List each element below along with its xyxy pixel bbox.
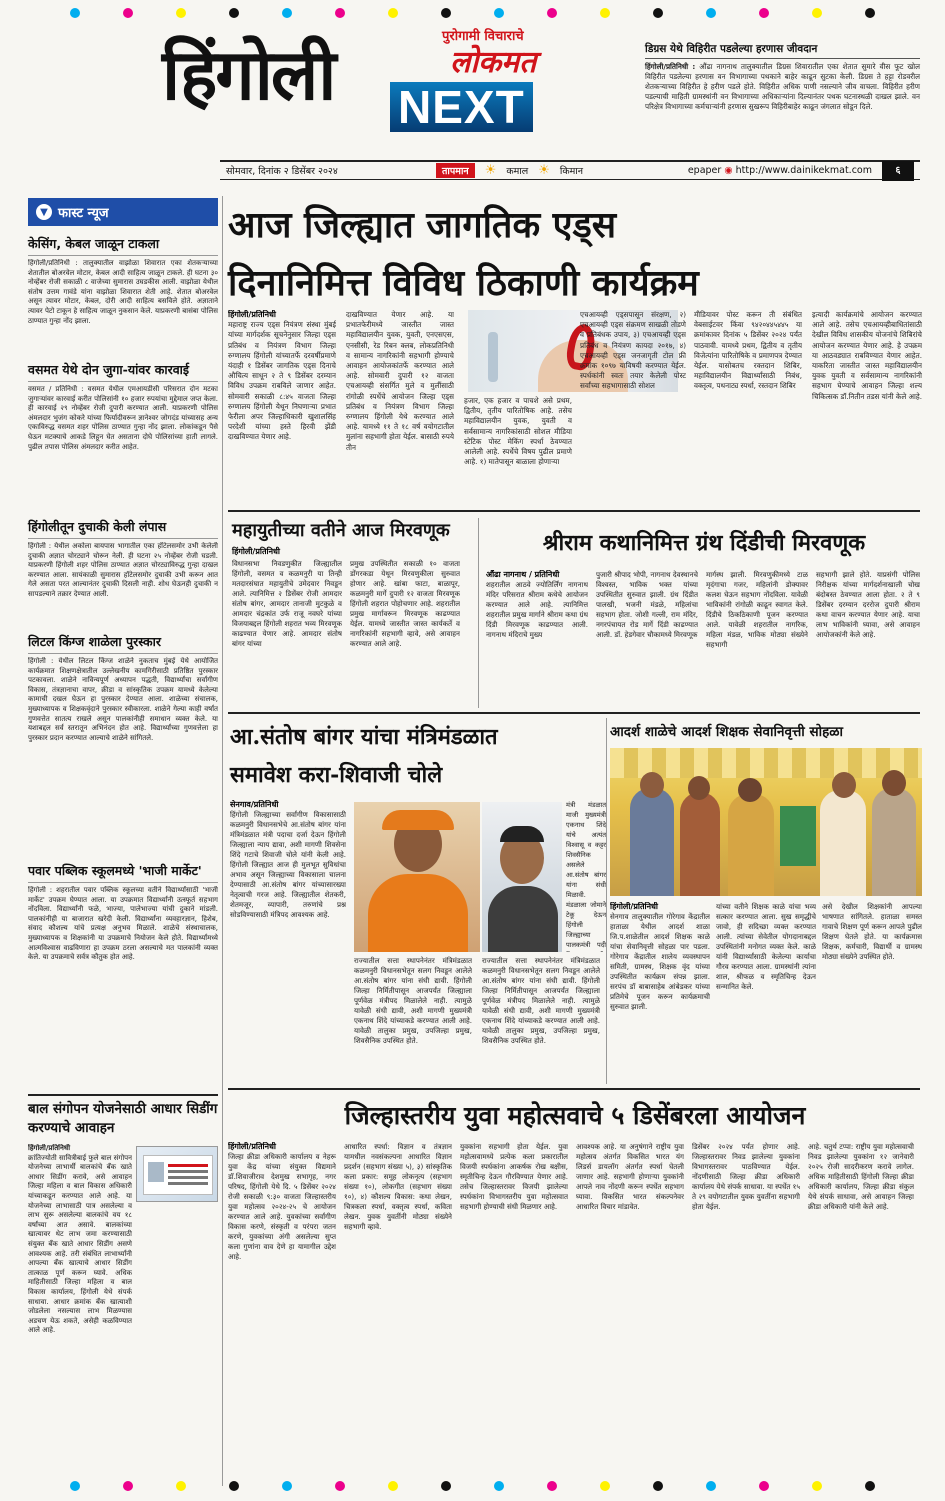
shriram-story <box>486 518 922 704</box>
shriram-headline: श्रीराम कथानिमित्त ग्रंथ दिंडीची मिरवणूक <box>542 530 866 556</box>
fast-news-body: हिंगोली : शहरातील पवार पब्लिक स्कूलच्या वतीने विद्यार्थ्यांसाठी 'भाजी मार्केट' उपक्रम घेण्यात आला. या उपक्रमात विद्यार्थ्यांनी उत्स्फूर्त सहभाग नोंदविला. विद्यार्थ्यांनी फळे, भाज्या, पालेभाज्या यांची दुकाने मांडली. पालकांनीही या बाजारात खरेदी केली. विद्यार्थ्यांना व्यवहारज्ञान, हिशेब, संवाद कौशल्य यांचे प्रत्यक्ष अनुभव मिळाले. शाळेचे संस्थाचालक, मुख्याध्यापक व शिक्षकांनी या उपक्रमाचे नियोजन केले होते. विद्यार्थ्यांमध्ये आत्मविश्वास वाढविणारा हा उपक्रम ठरला असल्याचे मत पालकांनी व्यक्त केले. या उपक्रमाचे सर्वत्र कौतुक होत आहे. <box>28 886 218 962</box>
section-divider <box>228 1088 920 1090</box>
date-bar <box>220 160 920 180</box>
yuva-column: युवकांना सहभागी होता येईल. युवा महोत्सवामध्ये प्रत्येक कला प्रकारातील विजयी स्पर्धकांना आकर्षक रोख बक्षीस, स्मृतीचिन्ह देऊन गौरविण्यात येणार आहे. तसेच जिल्हास्तरावर विजयी झालेल्या स्पर्धकांना विभागस्तरीय युवा महोत्सवात सहभागी होण्याची संधी मिळणार आहे. <box>460 1142 568 1211</box>
max-temp-label: कमाल <box>506 166 529 177</box>
yuva-column: आहे. चतुर्थ टप्पा: राष्ट्रीय युवा महोत्सवाची निवड झालेल्या युवकांना १२ जानेवारी २०२५ रोजी सादरीकरण करावे लागेल. अधिक माहितीसाठी हिंगोली जिल्हा क्रीडा अधिकारी कार्यालय, जिल्हा क्रीडा संकुल येथे संपर्क साधावा, असे आवाहन जिल्हा क्रीडा अधिकारी यांनी केले आहे. <box>808 1142 914 1211</box>
portrait-photo-santosh-bangar <box>354 802 480 952</box>
fast-news-item <box>28 358 218 509</box>
fast-news-header <box>28 198 218 226</box>
top-news-body: हिंगोली/प्रतिनिधी : औंढा नागनाथ तालुक्यातील डिग्रस शिवारातील एका शेतात सुमारे वीस फूट खोल विहिरीत पडलेल्या हरणास वन विभागाच्या पथकाने बाहेर काढून सुटका केली. डिग्रस ते हट्टा रोडवरील शेतकऱ्याच्या विहिरीत हे हरीण पडले होते. विहिरीत अधिक पाणी नसल्याने जीव वाचला. विहिरीत हरीण पडल्याची माहिती ग्रामस्थांनी वन विभागाच्या अधिकाऱ्यांना दिल्यानंतर पथक घटनास्थळी दाखल झाले. वन परिक्षेत्र विभागाच्या कर्मचाऱ्यांनी हरणास सुखरूप विहिरीबाहेर काढून जंगलात सोडून दिले. <box>645 62 921 111</box>
fast-news-body: वसमत / प्रतिनिधी : वसमत येथील एमआयडीसी परिसरात दोन मटका जुगाऱ्यांवर कारवाई करीत पोलिसांनी १० हजार रुपयांचा मुद्देमाल जप्त केला. ही कारवाई २९ नोव्हेंबर रोजी दुपारी करण्यात आली. याप्रकरणी पोलिस अंमलदार भुजंग कोकरे यांच्या फिर्यादीवरून ज्ञानेश्वर जोगदंड यांच्यासह अन्य एकाविरुद्ध वसमत शहर पोलिस ठाण्यात गुन्हा नोंद झाला. लोकांकडून पैसे घेऊन मटक्याचे आकडे लिहून घेत असताना दोघे पोलिसांच्या हाती लागले. पुढील तपास पोलिस अंमलदार करीत आहेत. <box>28 385 218 451</box>
lead-column: मीडियावर पोस्ट करून ती संबंधित वेबसाईटवर किंवा ९४२०४४५४४५ या क्रमांकावर दिनांक ५ डिसेंबर २०२४ पर्यंत पाठवावी. यामध्ये प्रथम, द्वितीय व तृतीय विजेत्यांना पारितोषिके व प्रमाणपत्र देण्यात येईल. यासोबतच रक्तदान शिबिर, महाविद्यालयीन विद्यार्थ्यांसाठी निबंध, वक्तृत्व, पथनाट्य स्पर्धा, रस्तदान शिबिर <box>694 310 802 391</box>
lead-headline <box>228 196 923 312</box>
masthead-tagline: पुरोगामी विचाराचे <box>442 29 524 44</box>
bangar-column: राज्यातील सत्ता स्थापनेनंतर मंत्रिमंडळात कळमनुरी विधानसभेतून सलग निवडून आलेले आ.संतोष बांगर यांना संधी द्यावी. हिंगोली जिल्हा निर्मितीपासून आजपर्यंत जिल्ह्याला पूर्णवेळ मंत्रीपद मिळालेले नाही. त्यामुळे यावेळी संधी द्यावी, अशी मागणी मुख्यमंत्री एकनाथ शिंदे यांच्याकडे करण्यात आली आहे. यावेळी तालुका प्रमुख, उपजिल्हा प्रमुख, शिवसैनिक उपस्थित होते. <box>354 956 472 1045</box>
bal-sangopan-body: हिंगोली/प्रतिनिधी क्रांतिज्योती सावित्रीबाई फुले बाल संगोपन योजनेच्या लाभार्थी बालकांचे बँक खाते आधार सिडींग करावे, असे आवाहन जिल्हा महिला व बाल विकास अधिकारी यांच्याकडून करण्यात आले आहे. या योजनेच्या लाभासाठी पात्र असलेल्या व लाभ सुरू असलेल्या बालकांचे वय १८ वर्षांच्या आत असावे. बालकांच्या खात्यावर थेट लाभ जमा करण्यासाठी संयुक्त बँक खाते आधार सिडींग असणे आवश्यक आहे. तरी संबंधित लाभार्थ्यांनी आपल्या बँक खात्याचे आधार सिडींग तात्काळ पूर्ण करून घ्यावे. अधिक माहितीसाठी जिल्हा महिला व बाल विकास कार्यालय, हिंगोली येथे संपर्क साधावा. आधार क्रमांक बँक खात्याशी जोडलेला नसल्यास लाभ मिळण्यास अडचण येऊ शकते, असेही कळविण्यात आले आहे. <box>28 1144 132 1335</box>
print-registration-marks-top <box>70 8 875 18</box>
adarsh-column: हिंगोली/प्रतिनिधी सेनगाव तालुक्यातील गोरेगाव केंद्रातील हाताळा येथील आदर्श शाळा जि.प.शाळेतील आदर्श शिक्षक काळे यांचा सेवानिवृत्ती सोहळा पार पडला. गोरेगाव केंद्रातील शालेय व्यवस्थापन समिती, ग्रामस्थ, शिक्षक वृंद यांच्या उपस्थितीत कार्यक्रम संपन्न झाला. सरपंच डॉ बाबासाहेब आंबेडकर यांच्या प्रतिमेचे पूजन करून कार्यक्रमाची सुरुवात झाली. <box>610 902 710 1011</box>
bangar-column: सेनगाव/प्रतिनिधी हिंगोली जिल्ह्याच्या सर्वांगीण विकासासाठी कळमनुरी विधानसभेचे आ.संतोष बांगर यांना मंत्रिमंडळात मंत्री पदाचा दर्जा देऊन हिंगोली जिल्ह्याला न्याय द्यावा, अशी मागणी शिवसेना शिंदे गटाचे शिवाजी चोले यांनी केली आहे. हिंगोली जिल्ह्यात आज ही मुलभूत सुविधांचा अभाव असून जिल्ह्याच्या विकासाला चालना देण्यासाठी आ.संतोष बांगर यांच्यासारख्या नेतृत्वाची गरज आहे. जिल्ह्यातील शेतकरी, शेतमजूर, व्यापारी, तरुणांचे प्रश्न सोडविण्यासाठी मंत्रिपद आवश्यक आहे. <box>230 800 346 919</box>
yuva-mahotsav-story <box>228 1094 922 1484</box>
globe-icon: ◉ <box>724 165 733 176</box>
mahayuti-column: प्रमुख उपस्थितीत सकाळी १० वाजता डोंगरकडा येथून मिरवणुकीला सुरुवात होणार आहे. खांबा फाटा, बाळापूर, कळमनुरी मार्गे दुपारी १२ वाजता मिरवणूक हिंगोली शहरात पोहोचणार आहे. शहरातील प्रमुख मार्गावरून मिरवणूक काढण्यात येईल. यामध्ये जास्तीत जास्त कार्यकर्ते व नागरिकांनी सहभागी व्हावे, असे आवाहन करण्यात आले आहे. <box>350 559 460 648</box>
fast-news-title: पवार पब्लिक स्कूलमध्ये 'भाजी मार्केट' <box>28 859 218 883</box>
lead-column: हजार, एक हजार व पाचशे असे प्रथम, द्वितीय, तृतीय पारितोषिक आहे. तसेच महाविद्यालयीन युवक, युवती व सर्वसामान्य नागरिकांसाठी सोशल मीडिया स्टेटिक पोस्ट मेकिंग स्पर्धा ठेवण्यात आलेली आहे. स्पर्धेचे विषय पुढील प्रमाणे आहे. १) मातेपासून बाळाला होणाऱ्या <box>464 396 572 467</box>
column-divider <box>478 518 479 708</box>
column-divider <box>606 718 607 1084</box>
bangar-story <box>230 718 605 1080</box>
print-registration-marks-bottom <box>70 1481 875 1491</box>
fast-news-label: फास्ट न्यूज <box>58 206 109 221</box>
shriram-column: पुजारी श्रीपाद भोपी, नागनाथ देवस्थानचे विश्वस्त, भाविक भक्त यांच्या उपस्थितीत सुरुवात झाली. ग्रंथ दिंडीत पालखी, भजनी मंडळे, महिलांचा सहभाग होता. जोशी गल्ली, राम मंदिर, नगरपंचायत रोड मार्गे दिंडी काढण्यात आली. डॉ. हेडगेवार चौकामध्ये मिरवणूक <box>596 570 698 639</box>
fast-news-title: वसमत येथे दोन जुगा-यांवर कारवाई <box>28 358 218 382</box>
adarsh-column: असे देखील शिक्षकांनी आपल्या भाषणात सांगितले. हाताळा समस्त गावाचे शिक्षण पूर्ण करून आपले पुढील शिक्षण घेतले होते. या कार्यक्रमास शिक्षक, कर्मचारी, विद्यार्थी व ग्रामस्थ मोठ्या संख्येने उपस्थित होते. <box>822 902 922 961</box>
shriram-column: सहभागी झाले होते. याप्रसंगी पोलिस निरीक्षक यांच्या मार्गदर्शनाखाली चोख बंदोबस्त ठेवण्यात आला होता. २ ते ९ डिसेंबर दरम्यान दररोज दुपारी श्रीराम कथा वाचन करण्यात येणार आहे. याचा लाभ भाविकांनी घ्यावा, असे आवाहन आयोजकांनी केले आहे. <box>816 570 920 639</box>
lead-column: हिंगोली/प्रतिनिधी महाराष्ट्र राज्य एड्स नियंत्रण संस्था मुंबई यांच्या मार्गदर्शक सूचनेनुसार जिल्हा एड्स प्रतिबंध व नियंत्रण विभाग जिल्हा रुग्णालय हिंगोली यांच्यातर्फे दरवर्षीप्रमाणे यंदाही १ डिसेंबर जागतिक एड्स दिनाचे औचित्य साधून २ ते ९ डिसेंबर दरम्यान विविध उपक्रम राबविले जाणार आहेत. सोमवारी सकाळी ८:४५ वाजता जिल्हा रुग्णालय हिंगोली येथून निघणार्‍या प्रभात फेरीला अपर जिल्हाधिकारी खुशालसिंह परदेशी यांच्या हस्ते हिरवी झेंडी दाखविण्यात येणार आहे. <box>228 310 336 442</box>
page-number: ६ <box>882 161 914 181</box>
lead-column: दाखविण्यात येणार आहे. या प्रभातफेरीमध्ये जास्तीत जास्त महाविद्यालयीन युवक, युवती, एनएसएस, एनसीसी, रेड रिबन क्लब, लोकप्रतिनिधी व सामान्य नागरिकांनी सहभागी होण्याचे आवाहन आयोजकांतर्फे करण्यात आले आहे. सोमवारी दुपारी १२ वाजता एचआयव्ही संसर्गित मुले व मुलींसाठी रांगोळी स्पर्धेचे आयोजन जिल्हा एड्स प्रतिबंध व नियंत्रण विभाग जिल्हा रुग्णालय हिंगोली येथे करण्यात आले आहे. यामध्ये ११ ते १८ वर्ष वयोगटातील मुलांना सहभागी होता येईल. बासाठी रुपये तीन <box>346 310 454 452</box>
mahayuti-story <box>232 518 472 693</box>
mahayuti-column: विधानसभा निवडणुकीत जिल्ह्यातील हिंगोली, वसमत व कळमनुरी या तिन्ही मतदारसंघात महायुतीचे उमेदवार निवडून आले. त्यानिमित्त २ डिसेंबर रोजी आमदार संतोष बांगर, आमदार तानाजी मुटकुळे व आमदार चंद्रकांत उर्फ राजू नवघरे यांच्या विजयाबद्दल हिंगोली शहरात भव्य मिरवणूक काढण्यात येणार आहे. आमदार संतोष बांगर यांच्या <box>232 559 342 648</box>
fast-news-title: केसिंग, केबल जाळून टाकला <box>28 232 218 256</box>
bal-sangopan-story <box>28 1144 218 1444</box>
chevron-down-icon: ▼ <box>36 204 52 220</box>
top-news-box <box>645 42 920 150</box>
masthead-paper-name: लोकमत <box>450 45 537 80</box>
top-news-title: डिग्रस येथे विहिरीत पडलेल्या हरणास जीवदान <box>645 42 920 59</box>
sun-icon: ☀ <box>538 163 550 178</box>
fast-news-item <box>28 232 218 352</box>
bal-sangopan-headline: बाल संगोपन योजनेसाठी आधार सिडींग करण्याचे आवाहन <box>28 1094 218 1138</box>
left-column-fast-news <box>28 198 218 1488</box>
mahayuti-headline: महायुतीच्या वतीने आज मिरवणूक <box>232 520 450 541</box>
temperature-label: तापमान <box>436 163 475 178</box>
epaper-label: epaper ◉ http://www.dainikekmat.com <box>687 165 872 176</box>
issue-date: सोमवार, दिनांक २ डिसेंबर २०२४ <box>226 166 338 177</box>
bangar-column: मंत्री मंडळात माजी मुख्यमंत्री एकनाथ शिंदे यांचे अत्यंत विश्वासू व कट्टर शिवसैनिक असलेले आ.संतोष बांगर यांना संधी मिळावी. मंडळाला जोमाने टेकू देऊन हिंगोली जिल्ह्याच्या पालकमंत्री पदी <box>566 801 606 949</box>
column-divider <box>222 196 223 1486</box>
fast-news-item <box>28 859 218 1086</box>
fast-news-body: हिंगोली/प्रतिनिधी : तालुक्यातील वाझोळा शिवारात एका शेतकऱ्याच्या शेतातील बोअरवेल मोटार, केबल आदी साहित्य जाळून टाकले. ही घटना ३० नोव्हेंबर रोजी सकाळी ८ वाजेच्या सुमारास उघडकीस आली. वाझोळा येथील संतोष उत्तम गावंडे यांना वाझोळा शिवारात शेती आहे. शेतात बोअरवेल असून त्यावर मोटार, केबल, दोरी आदी साहित्य बसविले होते. अज्ञाताने त्यावर पेटो टाकून हे साहित्य जाळून नुकसान केले. याप्रकरणी बासंबा पोलिस ठाण्यात गुन्हा नोंद झाला. <box>28 259 218 325</box>
yuva-column: आवश्यक आहे. या अनुषंगाने राष्ट्रीय युवा महोत्सव अंतर्गत विकसित भारत यंग लिडर्स डायलॉग अंतर्गत स्पर्धा घेतली जाणार आहे. सहभागी होणाऱ्या युवकांनी आपले नाव नोंदणी करून स्पर्धेत सहभाग घ्यावा. विकसित भारत संकल्पनेवर आधारित विचार मांडावेत. <box>576 1142 684 1211</box>
section-divider <box>228 510 920 512</box>
portrait-photo-shivaji-chole <box>482 802 562 952</box>
fast-news-body: हिंगोली : येथील अकोला बायपास भागातील एका हॉटेलसमोर उभी केलेली दुचाकी अज्ञात चोरट्याने चोरून नेली. ही घटना २५ नोव्हेंबर रोजी घडली. याप्रकरणी हिंगोली शहर पोलिस ठाण्यात अज्ञात चोरट्याविरुद्ध गुन्हा दाखल करण्यात आला. सायंकाळी सुमारास हॉटेलसमोर दुचाकी उभी करून आत गेले असता परत आल्यानंतर दुचाकी दिसली नाही. शोध घेऊनही दुचाकी न सापडल्याने तक्रार देण्यात आली. <box>28 542 218 598</box>
yuva-headline: जिल्हास्तरीय युवा महोत्सवाचे ५ डिसेंबरला आयोजन <box>344 1101 806 1130</box>
masthead-edition-logo: NEXT <box>390 82 533 132</box>
mahayuti-byline: हिंगोली/प्रतिनिधी <box>232 547 281 556</box>
min-temp-label: किमान <box>559 166 584 177</box>
masthead-city: हिंगोली <box>162 33 335 116</box>
bangar-column: राज्यातील सत्ता स्थापनेनंतर मंत्रिमंडळात कळमनुरी विधानसभेतून सलग निवडून आलेले आ.संतोष बांगर यांना संधी द्यावी. हिंगोली जिल्हा निर्मितीपासून आजपर्यंत जिल्ह्याला पूर्णवेळ मंत्रीपद मिळालेले नाही. त्यामुळे यावेळी संधी द्यावी, अशी मागणी मुख्यमंत्री एकनाथ शिंदे यांच्याकडे करण्यात आली आहे. यावेळी तालुका प्रमुख, उपजिल्हा प्रमुख, शिवसैनिक उपस्थित होते. <box>482 956 600 1045</box>
lead-story <box>228 310 928 500</box>
fast-news-title: लिटल किंग्ज शाळेला पुरस्कार <box>28 630 218 654</box>
sun-icon: ☀ <box>484 163 497 178</box>
yuva-column: आधारित स्पर्धा: विज्ञान व तंत्रज्ञान यामधील नवसंकल्पना आधारित विज्ञान प्रदर्शन (सहभाग संख्या ५), ३) सांस्कृतिक कला प्रकार: समूह लोकनृत्य (सहभाग संख्या १०), लोकगीत (सहभाग संख्या १०), ४) कौशल्य विकास: कथा लेखन, चित्रकला स्पर्धा, वक्तृत्व स्पर्धा, कविता लेखन. युवक युवतींनी मोठ्या संख्येने सहभागी व्हावे. <box>344 1142 452 1231</box>
fast-news-body: हिंगोली : येथील लिटल किंग्ज शाळेने नुकताच मुंबई येथे आयोजित कार्यक्रमात शिक्षणक्षेत्रातील उल्लेखनीय कामगिरीसाठी प्रतिष्ठित पुरस्कार पटकावला. शाळेने नाविन्यपूर्ण अध्यापन पद्धती, विद्यार्थ्यांचा सर्वांगीण विकास, तंत्रज्ञानाचा वापर, क्रीडा व सांस्कृतिक उपक्रम यामध्ये केलेल्या कामाची दखल घेऊन हा पुरस्कार देण्यात आला. शाळेच्या संचालक, मुख्याध्यापक व शिक्षकवृंदाने पुरस्कार स्वीकारला. शाळेने गेल्या काही वर्षांत गुणवत्तेत सातत्य राखले असून पालकांनीही समाधान व्यक्त केले. या यशाबद्दल सर्व स्तरातून अभिनंदन होत आहे. विद्यार्थ्यांच्या गुणवत्तेला हा पुरस्कार प्रदान करण्यात आल्याचे शाळेने सांगितले. <box>28 657 218 742</box>
yuva-column: डिसेंबर २०२४ पर्यंत होणार आहे. जिल्हास्तरावर निवड झालेल्या युवकांना विभागस्तरावर पाठविण्यात येईल. नोंदणीसाठी जिल्हा क्रीडा अधिकारी कार्यालय येथे संपर्क साधावा. या स्पर्धेत १५ ते २९ वयोगटातील युवक युवतींना सहभागी होता येईल. <box>692 1142 800 1211</box>
yuva-column: हिंगोली/प्रतिनिधी जिल्हा क्रीडा अधिकारी कार्यालय व नेहरू युवा केंद्र यांच्या संयुक्त विद्यमाने डॉ.शिवाजीराव देशमुख सभागृह, नगर परिषद, हिंगोली येथे दि. ५ डिसेंबर २०२४ रोजी सकाळी ९:३० वाजता जिल्हास्तरीय युवा महोत्सव २०२४-२५ चे आयोजन करण्यात आले आहे. युवकांच्या सर्वांगीण विकास करणे, संस्कृती व परंपरा जतन करणे, युवकांच्या अंगी असलेल्या सुप्त कला गुणांना वाव देणे हा यामागील उद्देश आहे. <box>228 1142 336 1261</box>
fast-news-item <box>28 515 218 624</box>
retirement-ceremony-photo <box>610 748 922 896</box>
bangar-headline: आ.संतोष बांगर यांचा मंत्रिमंडळात समावेश करा-शिवाजी चोले <box>230 724 498 788</box>
lead-column: एचआयव्ही एड्सपासून संरक्षण, २) एचआयव्ही एड्स संक्रमण साखळी तोडणे व प्रतिबंधक उपाय, ३) एचआयव्ही एड्स प्रतिबंध व नियंत्रण कायदा २०१७, ४) एचआयव्ही एड्स जनजागृती टोल फ्री क्रमांक १०९७ याविषयी करण्यात येईल. स्पर्धकांनी स्वतः तयार केलेली पोस्ट सर्वांच्या सहभागासाठी सोशल <box>580 310 686 391</box>
adarsh-story <box>610 718 922 1084</box>
lead-headline-line1: आज जिल्ह्यात जागतिक एड्स <box>228 204 617 246</box>
fast-news-title: हिंगोलीतून दुचाकी केली लंपास <box>28 515 218 539</box>
fast-news-item <box>28 630 218 853</box>
masthead <box>150 22 640 152</box>
lead-column: इत्यादी कार्यक्रमांचे आयोजन करण्यात आले आहे. तसेच एचआयव्हीबाधितांसाठी देखील विविध शासकीय योजनांचे शिबिरांचे आयोजन करण्यात येणार आहे. हे उपक्रम या आठवड्यात राबविण्यात येणार आहेत. याकरिता जास्तीत जास्त महाविद्यालयीन युवक युवती व सर्वसामान्य नागरिकांनी सहभाग घेण्याचे आवाहन जिल्हा शल्य चिकित्सक डॉ.नितीन तडस यांनी केले आहे. <box>812 310 922 401</box>
website-link[interactable]: http://www.dainikekmat.com <box>735 165 872 176</box>
lead-headline-line2: दिनानिमित्त विविध ठिकाणी कार्यक्रम <box>228 262 699 304</box>
aadhaar-card-image <box>136 1146 218 1202</box>
section-divider <box>228 712 920 714</box>
adarsh-column: यांच्या वतीने शिक्षक काळे यांचा भव्य सत्कार करण्यात आला. सुख समृद्धीचे जावो, ही सदिच्छा व्यक्त करण्यात आली. त्यांच्या सेवेतील योगदानाबद्दल उपस्थितांनी मनोगत व्यक्त केले. काळे यांनी विद्यार्थ्यांसाठी केलेल्या कार्याचा गौरव करण्यात आला. ग्रामस्थांनी त्यांना शाल, श्रीफळ व स्मृतिचिन्ह देऊन सन्मानित केले. <box>716 902 816 991</box>
shriram-column: औंढा नागनाथ / प्रतिनिधी शहरातील आठवे ज्योतिर्लिंग नागनाथ मंदिर परिसरात श्रीराम कथेचे आयोजन करण्यात आले आहे. त्यानिमित्त शहरातील प्रमुख मार्गाने श्रीराम कथा ग्रंथ दिंडी मिरवणूक काढण्यात आली. नागनाथ मंदिराचे मुख्य <box>486 570 588 639</box>
shriram-column: मार्गस्थ झाली. मिरवणुकीमध्ये टाळ मृदंगाचा गजर, महिलांनी डोक्यावर कलश घेऊन सहभाग नोंदविला. यावेळी भाविकांनी रांगोळी काढून स्वागत केले. दिंडीचे ठिकठिकाणी पूजन करण्यात आले. यावेळी शहरातील नागरिक, महिला मंडळ, भाविक मोठ्या संख्येने सहभागी <box>706 570 808 649</box>
adarsh-headline: आदर्श शाळेचे आदर्श शिक्षक सेवानिवृत्ती सोहळा <box>610 724 844 740</box>
